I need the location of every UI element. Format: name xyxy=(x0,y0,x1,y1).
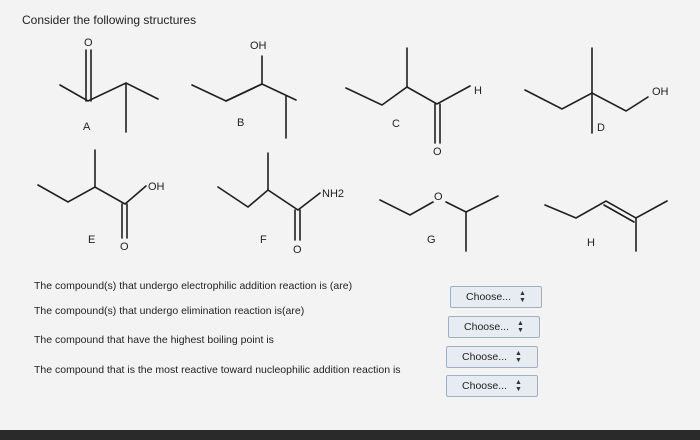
structure-d xyxy=(525,48,669,134)
structure-c-label: C xyxy=(392,118,400,130)
question-4-select[interactable] xyxy=(446,375,538,397)
question-3-text: The compound that have the highest boiling point is xyxy=(34,334,274,346)
question-4-text: The compound that is the most reactive toward nucleophilic addition reaction is xyxy=(34,364,401,376)
structure-e-label: E xyxy=(88,234,96,246)
screen-bottom-edge xyxy=(0,430,700,440)
structure-b-label: B xyxy=(237,117,245,129)
structure-g-label: G xyxy=(427,234,436,246)
structure-c-atom-o: O xyxy=(433,146,442,158)
updown-arrows-icon: ▲ ▼ xyxy=(519,290,526,304)
question-3-select[interactable] xyxy=(446,346,538,368)
structure-a xyxy=(60,37,158,133)
structure-c xyxy=(346,48,482,158)
structure-c-atom-h: H xyxy=(474,85,482,97)
question-4-select-value: Choose... xyxy=(462,380,507,392)
structure-e-atom-oh: OH xyxy=(148,181,165,193)
structure-f-atom-nh2: NH2 xyxy=(322,188,345,200)
question-2-select[interactable] xyxy=(448,316,540,338)
structure-b-atom-oh: OH xyxy=(250,40,267,52)
structure-h xyxy=(545,201,667,251)
question-1-select[interactable] xyxy=(450,286,542,308)
structure-d-atom-oh: OH xyxy=(652,86,669,98)
structure-b xyxy=(192,40,296,138)
structure-f-atom-o: O xyxy=(293,244,302,256)
structure-e xyxy=(38,150,165,253)
structure-f-label: F xyxy=(260,234,267,246)
structure-d-label: D xyxy=(597,122,605,134)
updown-arrows-icon: ▲ ▼ xyxy=(517,320,524,334)
updown-arrows-icon: ▲ ▼ xyxy=(515,379,522,393)
structure-g-atom-o: O xyxy=(434,191,443,203)
structure-e-atom-o: O xyxy=(120,241,129,253)
question-2-text: The compound(s) that undergo elimination reaction is(are) xyxy=(34,305,305,317)
structure-g xyxy=(380,191,498,251)
page-title: Consider the following structures xyxy=(22,13,197,27)
structure-h-label: H xyxy=(587,237,595,249)
question-1-text: The compound(s) that undergo electrophilic addition reaction is (are) xyxy=(34,280,353,292)
question-1-select-value: Choose... xyxy=(466,291,511,303)
updown-arrows-icon: ▲ ▼ xyxy=(515,350,522,364)
structure-a-label: A xyxy=(83,121,91,133)
structure-f xyxy=(218,153,344,256)
question-3-select-value: Choose... xyxy=(462,351,507,363)
question-2-select-value: Choose... xyxy=(464,321,509,333)
structure-a-atom-o: O xyxy=(84,37,93,49)
